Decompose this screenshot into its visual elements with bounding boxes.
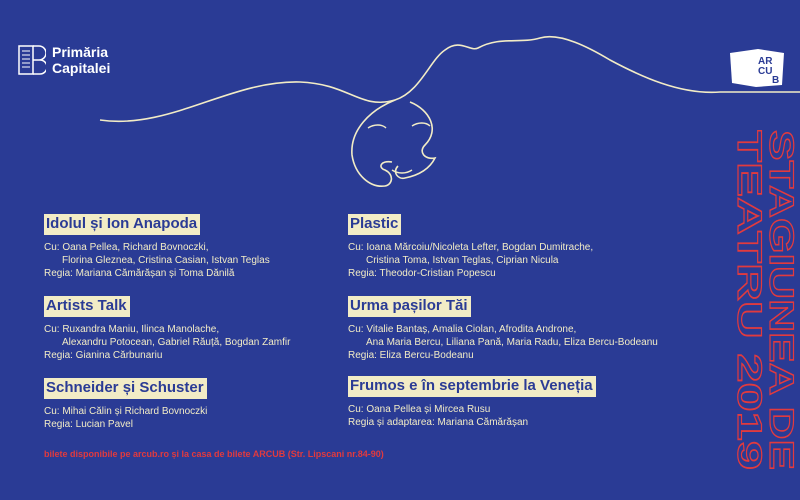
show-cast: Cu: Ruxandra Maniu, Ilinca Manolache, <box>44 324 220 335</box>
show-director: Regia: Lucian Pavel <box>44 419 133 430</box>
show-title: Idolul și Ion Anapoda <box>44 214 200 235</box>
show-artists-talk <box>44 296 290 362</box>
show-idolul <box>44 214 270 280</box>
show-director: Regia: Gianina Cărbunariu <box>44 350 163 361</box>
primaria-name-line1: Primăria <box>52 44 109 60</box>
show-plastic <box>348 214 593 280</box>
show-title: Urma pașilor Tăi <box>348 296 471 317</box>
arcub-logo-text-1: AR <box>758 56 773 67</box>
show-cast: Cu: Oana Pellea și Mircea Rusu <box>348 404 491 415</box>
show-title: Artists Talk <box>44 296 130 317</box>
show-cast-cont: Florina Gleznea, Cristina Casian, Istvan Teglas <box>62 255 270 266</box>
primaria-emblem-icon <box>18 45 46 75</box>
season-title-line1: STAGIUNEA DE <box>762 130 800 384</box>
season-title <box>728 130 800 470</box>
show-cast-cont: Alexandru Potocean, Gabriel Răuță, Bogdan Zamfir <box>62 337 291 348</box>
primaria-name <box>52 44 110 76</box>
primaria-logo <box>18 44 110 76</box>
show-cast: Cu: Vitalie Bantaș, Amalia Ciolan, Afrodita Androne, <box>348 324 577 335</box>
show-frumos-venetia <box>348 376 596 429</box>
show-urma-pasilor <box>348 296 658 362</box>
show-cast: Cu: Oana Pellea, Richard Bovnoczki, <box>44 242 209 253</box>
show-title: Schneider și Schuster <box>44 378 207 399</box>
show-director: Regia: Eliza Bercu-Bodeanu <box>348 350 474 361</box>
show-schneider <box>44 378 207 431</box>
show-title: Plastic <box>348 214 401 235</box>
show-director: Regia: Theodor-Cristian Popescu <box>348 268 496 279</box>
season-title-line2: TEATRU 2019 <box>730 130 768 351</box>
show-title: Frumos e în septembrie la Veneția <box>348 376 596 397</box>
face-line-art <box>0 0 800 200</box>
show-director: Regia și adaptarea: Mariana Cămărășan <box>348 417 529 428</box>
ticket-info: bilete disponibile pe arcub.ro și la casa de bilete ARCUB (Str. Lipscani nr.84-90) <box>44 449 384 459</box>
show-director: Regia: Mariana Cămărășan și Toma Dănilă <box>44 268 235 279</box>
show-cast-cont: Ana Maria Bercu, Liliana Pană, Maria Radu, Eliza Bercu-Bodeanu <box>366 337 658 348</box>
primaria-name-line2: Capitalei <box>52 60 111 76</box>
show-cast-cont: Cristina Toma, Istvan Teglas, Ciprian Nicula <box>366 255 559 266</box>
arcub-logo-text-3: B <box>772 75 780 86</box>
arcub-logo <box>728 47 786 89</box>
arcub-logo-text-2: CU <box>758 66 773 77</box>
show-cast: Cu: Mihai Călin și Richard Bovnoczki <box>44 406 208 417</box>
show-cast: Cu: Ioana Mărcoiu/Nicoleta Lefter, Bogdan Dumitrache, <box>348 242 594 253</box>
